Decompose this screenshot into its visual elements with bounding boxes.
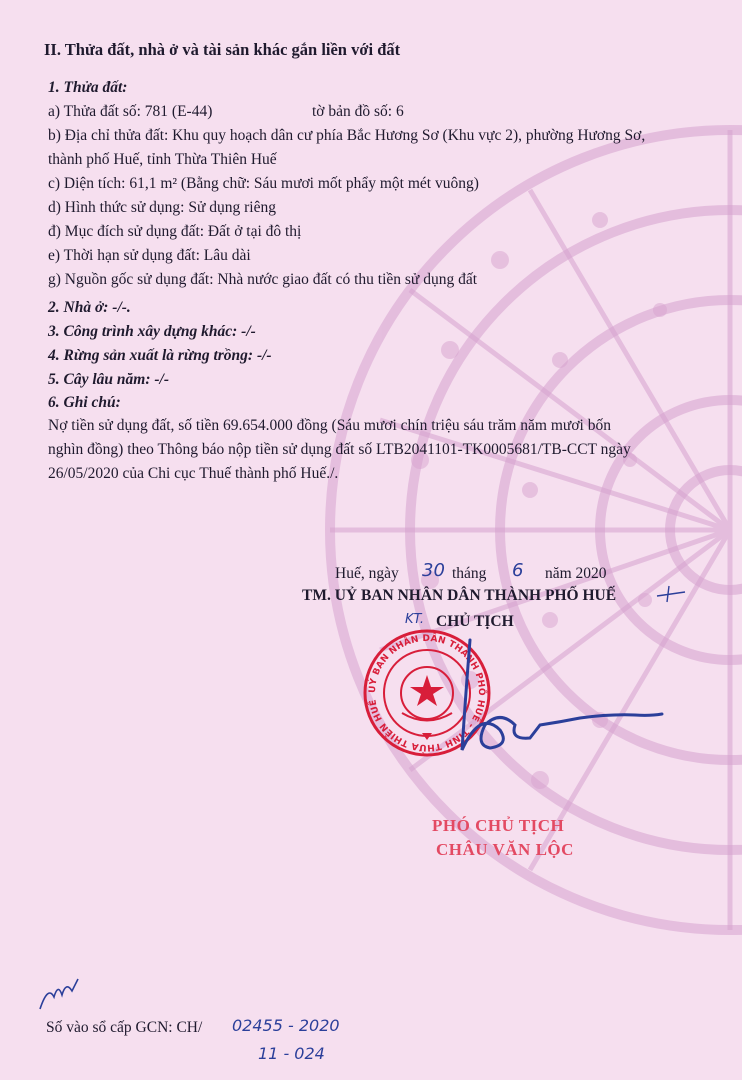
notes-line-3: 26/05/2020 của Chi cục Thuế thành phố Huế./. — [48, 465, 339, 482]
register-label: Số vào sổ cấp GCN: CH/ — [46, 1019, 203, 1036]
register-number-1: 02455 - 2020 — [232, 1016, 340, 1035]
chairman-title: CHỦ TỊCH — [436, 613, 514, 630]
construction-heading: 3. Công trình xây dựng khác: -/- — [48, 323, 256, 340]
signer-title: PHÓ CHỦ TỊCH — [432, 816, 565, 835]
signature — [440, 630, 670, 770]
date-year: năm 2020 — [545, 565, 607, 582]
land-origin: g) Nguồn gốc sử dụng đất: Nhà nước giao đất có thu tiền sử dụng đất — [48, 271, 478, 288]
signer-name: CHÂU VĂN LỘC — [436, 840, 574, 859]
land-area: c) Diện tích: 61,1 m² (Bằng chữ: Sáu mươi mốt phẩy một mét vuông) — [48, 175, 479, 192]
seal-ring-path: UỶ BAN NHÂN DÂN THÀNH PHỐ HUẾ - TỈNH THỪA THIÊN HUẾ — [367, 633, 487, 753]
kt-note: KT. — [405, 612, 425, 627]
date-day: 30 — [422, 560, 445, 581]
authority-pen-stroke — [655, 584, 715, 604]
house-heading: 2. Nhà ở: -/-. — [48, 299, 131, 316]
margin-initials — [34, 975, 84, 1015]
usage-form: d) Hình thức sử dụng: Sử dụng riêng — [48, 199, 276, 216]
date-month: 6 — [512, 560, 524, 581]
date-month-label: tháng — [452, 565, 487, 582]
address-line-1: b) Địa chỉ thửa đất: Khu quy hoạch dân cư phía Bắc Hương Sơ (Khu vực 2), phường Hương Sơ, — [48, 127, 646, 144]
register-number-2: 11 - 024 — [258, 1044, 325, 1063]
land-heading: 1. Thửa đất: — [48, 79, 128, 96]
parcel-number: a) Thửa đất số: 781 (E-44) — [48, 103, 213, 120]
notes-line-1: Nợ tiền sử dụng đất, số tiền 69.654.000 đồng (Sáu mươi chín triệu sáu trăm năm mươi bốn — [48, 417, 611, 434]
section-title: II. Thửa đất, nhà ở và tài sản khác gắn liền với đất — [44, 40, 401, 59]
date-prefix: Huế, ngày — [335, 565, 399, 582]
perennial-heading: 5. Cây lâu năm: -/- — [48, 371, 169, 388]
usage-purpose: đ) Mục đích sử dụng đất: Đất ở tại đô thị — [48, 223, 302, 240]
authority-title: TM. UỶ BAN NHÂN DÂN THÀNH PHỐ HUẾ — [302, 587, 617, 604]
notes-heading: 6. Ghi chú: — [48, 394, 121, 411]
forest-heading: 4. Rừng sản xuất là rừng trồng: -/- — [48, 347, 272, 364]
notes-line-2: nghìn đồng) theo Thông báo nộp tiền sử dụng đất số LTB2041101-TK0005681/TB-CCT ngày — [48, 441, 631, 458]
map-sheet-number: tờ bản đồ số: 6 — [312, 103, 404, 120]
address-line-2: thành phố Huế, tỉnh Thừa Thiên Huế — [48, 151, 277, 168]
usage-term: e) Thời hạn sử dụng đất: Lâu dài — [48, 247, 251, 264]
